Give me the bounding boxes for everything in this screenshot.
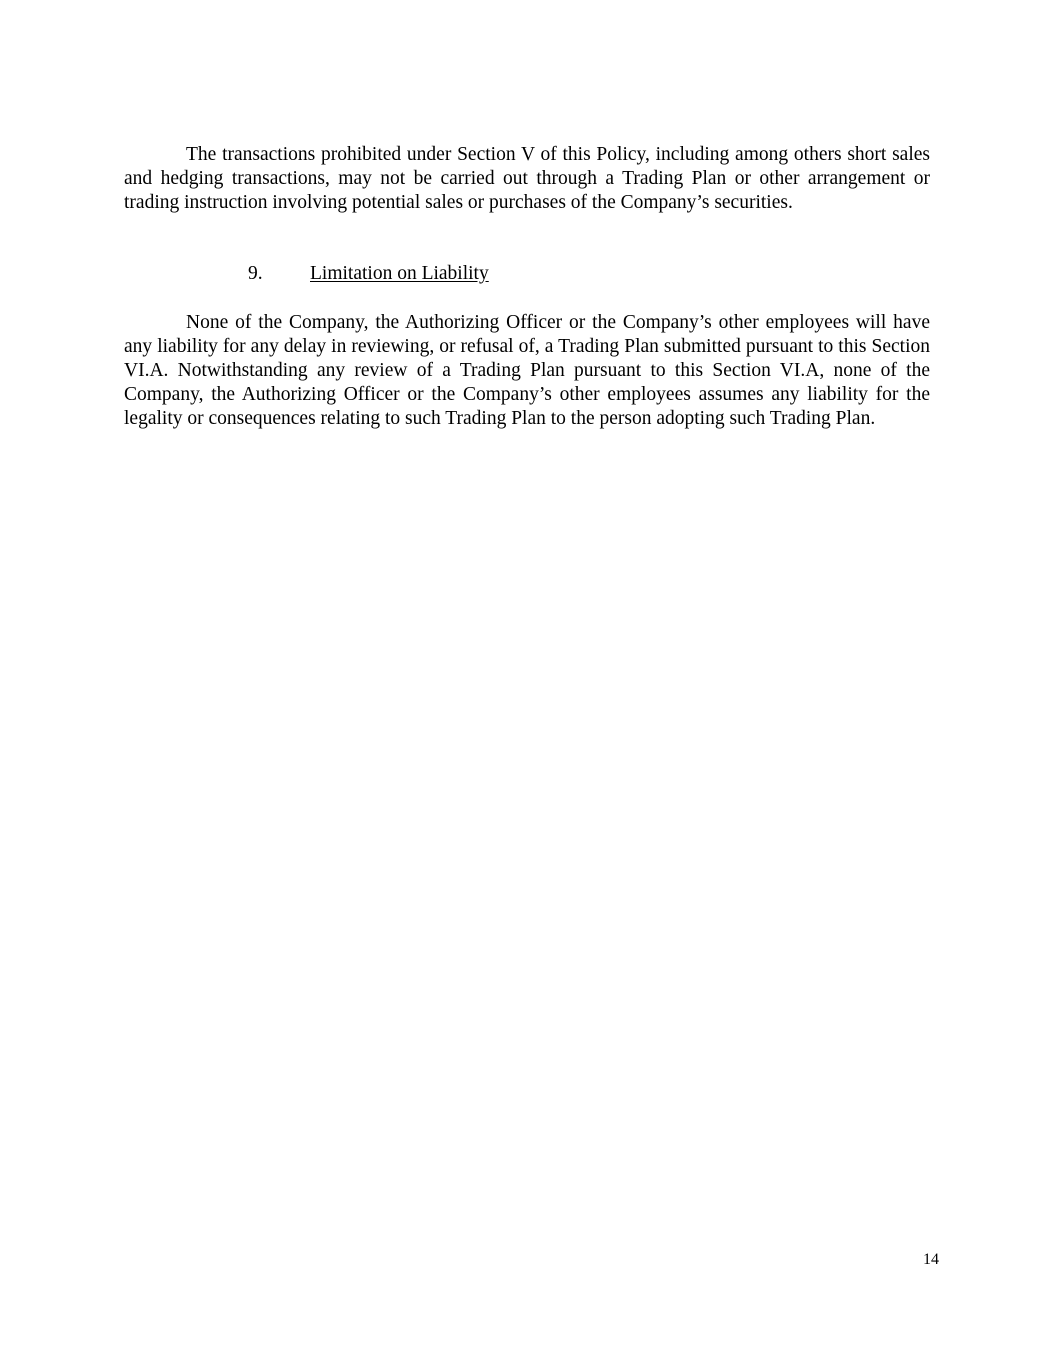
section-number: 9. (248, 263, 263, 284)
body-paragraph-prohibited-transactions: The transactions prohibited under Section V of this Policy, including among others short sales and hedging transactions, may not be carried out through a Trading Plan or other arrangement or trading instruction involving potential sales or purchases of the Company’s securities. (124, 144, 930, 213)
section-heading (248, 262, 489, 286)
body-paragraph-limitation-on-liability: None of the Company, the Authorizing Officer or the Company’s other employees will have any liability for any delay in reviewing, or refusal of, a Trading Plan submitted pursuant to this Section VI.A. Notwithstanding any review of a Trading Plan pursuant to this Section VI.A, none of the Company, the Authorizing Officer or the Company’s other employees assumes any liability for the legality or consequences relating to such Trading Plan to the person adopting such Trading Plan. (124, 312, 930, 429)
section-title: Limitation on Liability (310, 263, 489, 284)
page-number: 14 (923, 1251, 939, 1268)
